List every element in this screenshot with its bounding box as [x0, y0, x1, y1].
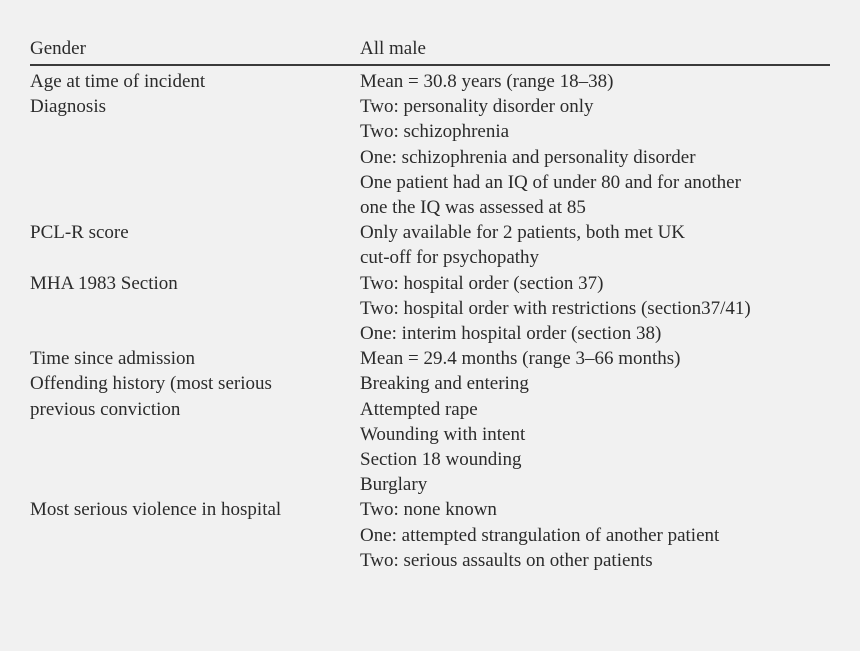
header-gender-label: Gender: [30, 38, 86, 59]
row-value: [360, 497, 830, 573]
row-value: [360, 220, 830, 270]
row-label-line: MHA 1983 Section: [30, 272, 178, 294]
table-header-row: [30, 36, 830, 66]
row-label-line: Age at time of incident: [30, 71, 206, 92]
row-label: [30, 271, 360, 347]
row-value-line: One patient had an IQ of under 80 and for another: [360, 171, 741, 193]
table-row-time-since-admission: [30, 346, 830, 371]
table-row-violence-in-hospital: [30, 497, 830, 573]
row-value: [360, 94, 830, 220]
row-value-line: cut-off for psychopathy: [360, 247, 540, 269]
header-gender-value: All male: [360, 38, 426, 59]
row-value: [360, 346, 830, 371]
row-value: [360, 271, 830, 347]
row-value-line: Breaking and entering: [360, 373, 529, 395]
patient-characteristics-table: [30, 36, 830, 573]
row-label: [30, 69, 360, 94]
table-body: [30, 66, 830, 573]
row-value-line: One: attempted strangulation of another patient: [360, 524, 720, 546]
row-value-line: Two: hospital order with restrictions (section37/41): [360, 297, 751, 319]
table-row-mha-section: [30, 271, 830, 347]
row-label-line: Diagnosis: [30, 96, 106, 118]
row-value: [360, 371, 830, 497]
row-value-line: One: interim hospital order (section 38): [360, 323, 662, 345]
row-value-line: Two: personality disorder only: [360, 96, 594, 118]
row-value-line: Two: none known: [360, 499, 497, 521]
row-value-line: one the IQ was assessed at 85: [360, 197, 586, 219]
row-label-line: Offending history (most serious: [30, 373, 272, 395]
row-label-line: PCL-R score: [30, 222, 129, 244]
row-label-line: Most serious violence in hospital: [30, 499, 282, 521]
table-row-diagnosis: [30, 94, 830, 220]
row-value-line: Mean = 30.8 years (range 18–38): [360, 71, 614, 92]
row-label: [30, 220, 360, 270]
row-value-line: Two: schizophrenia: [360, 121, 510, 143]
row-value-line: Wounding with intent: [360, 423, 526, 445]
row-value-line: Mean = 29.4 months (range 3–66 months): [360, 348, 681, 370]
row-value-line: One: schizophrenia and personality disorder: [360, 146, 696, 168]
row-value: [360, 69, 830, 94]
table-row-age: [30, 69, 830, 94]
row-label-line: Time since admission: [30, 348, 196, 370]
row-value-line: Two: hospital order (section 37): [360, 272, 604, 294]
row-value-line: Burglary: [360, 474, 428, 496]
row-value-line: Section 18 wounding: [360, 449, 522, 471]
row-label-line: previous conviction: [30, 398, 181, 420]
table-row-offending-history: [30, 371, 830, 497]
row-label: [30, 346, 360, 371]
row-value-line: Two: serious assaults on other patients: [360, 549, 653, 571]
row-label: [30, 94, 360, 220]
row-value-line: Only available for 2 patients, both met UK: [360, 222, 686, 244]
table-row-pclr: [30, 220, 830, 270]
row-label: [30, 497, 360, 573]
row-label: [30, 371, 360, 497]
row-value-line: Attempted rape: [360, 398, 478, 420]
